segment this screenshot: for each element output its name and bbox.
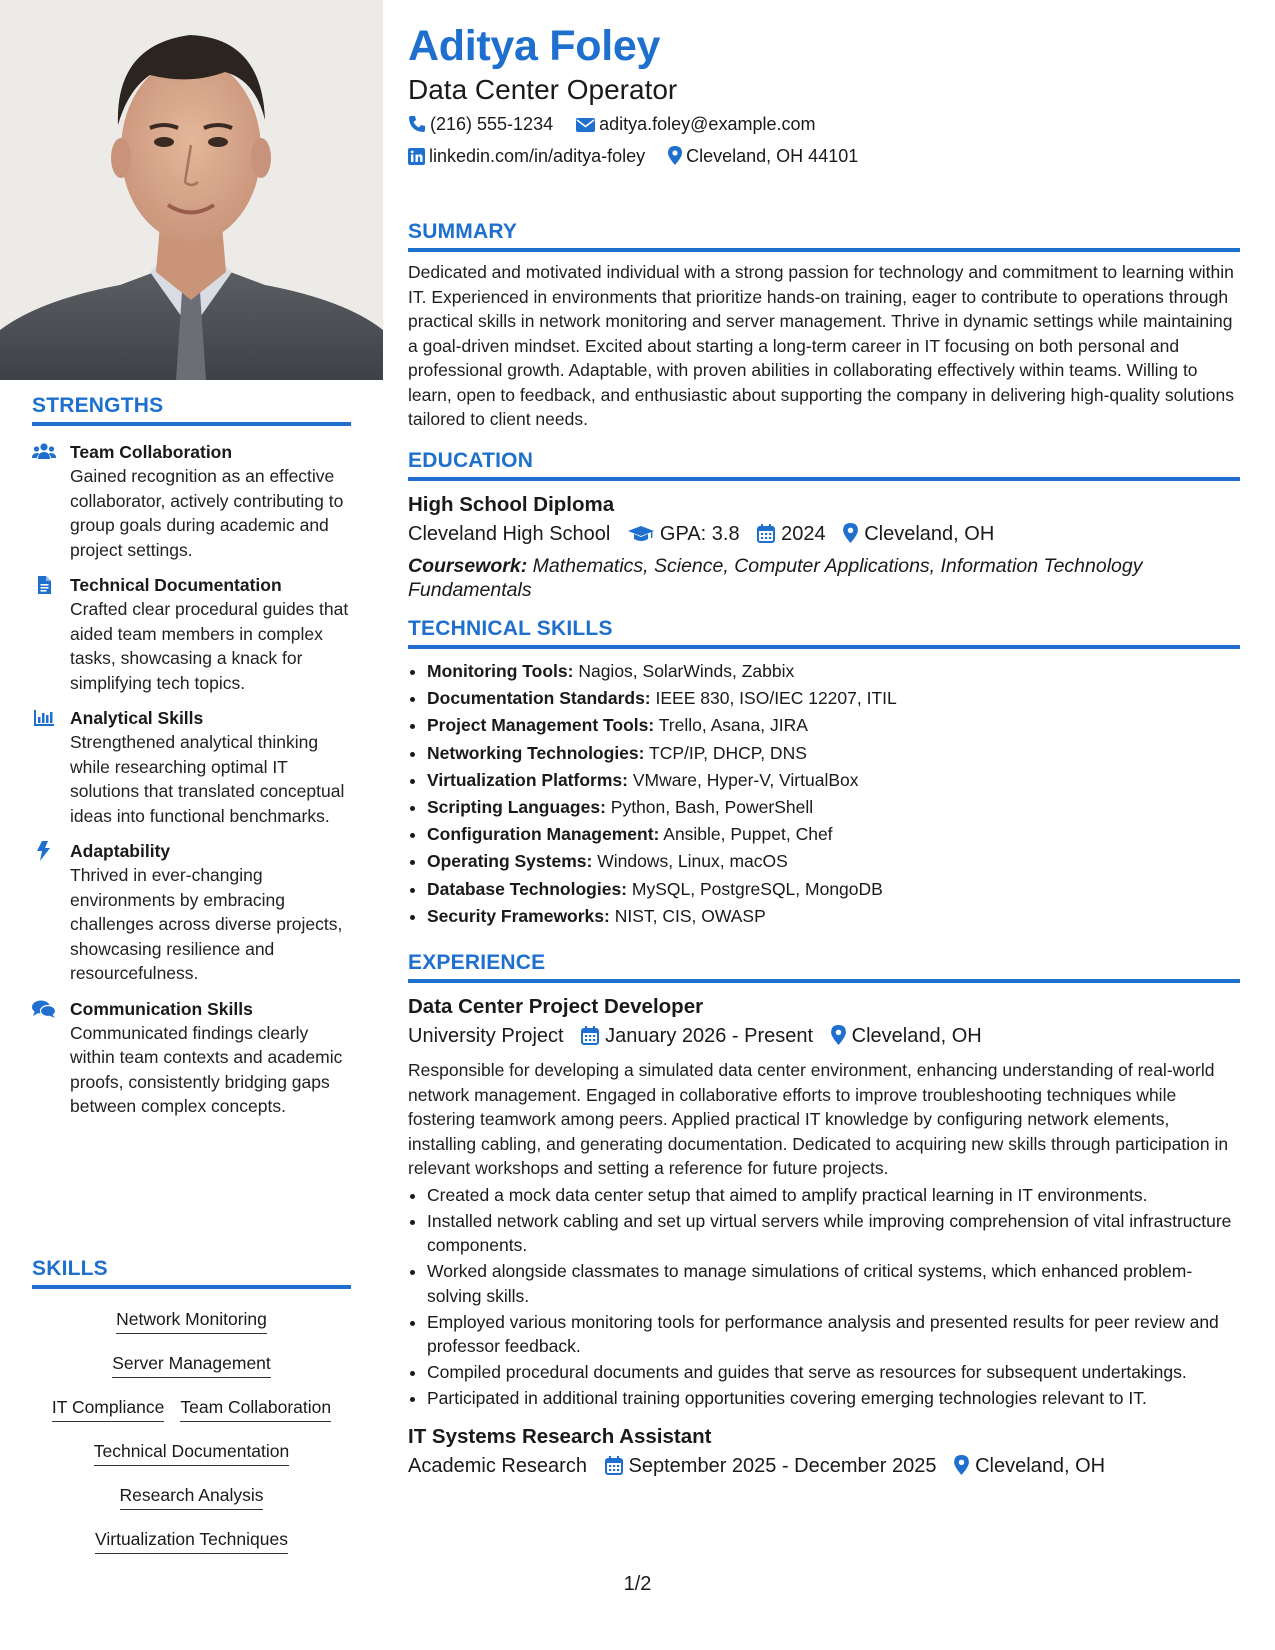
- job-bullet: • Employed various monitoring tools for performance analysis and presented results for peer review and professor feedback.: [427, 1310, 1240, 1359]
- skill-chip: Technical Documentation: [94, 1439, 290, 1466]
- strength-title: Adaptability: [70, 841, 171, 861]
- job-bullet: • Installed network cabling and set up virtual servers while improving comprehension of vital infrastructure components.: [427, 1209, 1240, 1258]
- job-location: Cleveland, OH: [851, 1025, 982, 1047]
- contact-row: [408, 146, 876, 167]
- skill-chip: Server Management: [112, 1351, 271, 1378]
- skill-chip: IT Compliance: [52, 1395, 165, 1422]
- page-number: 1/2: [623, 1573, 652, 1595]
- tech-skill-value: Trello, Asana, JIRA: [658, 715, 808, 736]
- tech-skill-label: Networking Technologies:: [427, 742, 645, 763]
- summary-title: SUMMARY: [408, 220, 1240, 252]
- tech-skill-value: MySQL, PostgreSQL, MongoDB: [631, 878, 883, 899]
- map-pin-icon: [831, 1025, 846, 1045]
- tech-skill-item: [427, 903, 1240, 930]
- skill-chip: Research Analysis: [120, 1483, 264, 1510]
- bolt-icon: [32, 841, 56, 861]
- graduation-cap-icon: [628, 525, 654, 543]
- job-entry: [408, 995, 1240, 1411]
- strength-item: [32, 839, 351, 986]
- coursework-label: Coursework:: [408, 555, 528, 577]
- envelope-icon: [576, 117, 595, 133]
- phone-contact: [408, 114, 553, 135]
- tech-skill-value: Ansible, Puppet, Chef: [663, 824, 833, 845]
- bar-chart-icon: [32, 708, 56, 728]
- strength-title: Analytical Skills: [70, 708, 204, 728]
- skills-title: SKILLS: [32, 1257, 351, 1289]
- coursework-text: Mathematics, Science, Computer Applications, Information Technology Fundamentals: [408, 555, 1143, 601]
- summary-text: Dedicated and motivated individual with a strong passion for technology and commitment to learning within IT. Experienced in environments that prioritize hands-on training, eager to contribute to operations through practical skills in network monitoring and server management. Thrive in dynamic settings while maintaining a goal-driven mindset. Excited about starting a long-term career in IT focusing on both personal and professional growth. Adaptable, with proven abilities in collaborating effectively within teams. Willing to learn, open to feedback, and enthusiastic about supporting the company in delivering high-quality solutions tailored to client needs.: [408, 262, 1234, 429]
- technical-skills-title: TECHNICAL SKILLS: [408, 617, 1240, 649]
- strength-description: Strengthened analytical thinking while researching optimal IT solutions that translated conceptual ideas into functional benchmarks.: [70, 732, 345, 826]
- tech-skill-item: [427, 767, 1240, 794]
- strength-description: Communicated findings clearly within team contexts and academic proofs, consistently bridging gaps between complex concepts.: [70, 1022, 343, 1116]
- strength-title: Technical Documentation: [70, 575, 282, 595]
- job-bullet: • Compiled procedural documents and guides that serve as resources for subsequent undertakings.: [427, 1360, 1240, 1385]
- calendar-icon: [605, 1456, 623, 1475]
- tech-skill-value: NIST, CIS, OWASP: [614, 905, 766, 926]
- job-meta: [408, 1025, 1240, 1048]
- calendar-icon: [757, 524, 775, 543]
- tech-skill-item: [427, 876, 1240, 903]
- tech-skill-value: TCP/IP, DHCP, DNS: [649, 742, 807, 763]
- tech-skill-label: Project Management Tools:: [427, 715, 655, 736]
- sidebar: [0, 0, 383, 1650]
- technical-skills-list: [408, 658, 1240, 930]
- location-text: Cleveland, OH 44101: [686, 146, 859, 166]
- tech-skill-item: [427, 685, 1240, 712]
- map-pin-icon: [668, 146, 682, 165]
- phone-icon: [408, 115, 426, 133]
- job-role: IT Systems Research Assistant: [408, 1424, 712, 1448]
- tech-skill-item: [427, 794, 1240, 821]
- email-text[interactable]: aditya.foley@example.com: [599, 114, 816, 134]
- job-org: University Project: [408, 1025, 564, 1047]
- tech-skill-value: Python, Bash, PowerShell: [610, 797, 814, 818]
- calendar-icon: [581, 1026, 599, 1045]
- profile-photo: [0, 0, 383, 380]
- map-pin-icon: [843, 523, 858, 543]
- tech-skill-value: Windows, Linux, macOS: [597, 851, 788, 872]
- skills-section: [32, 1257, 351, 1571]
- year-text: 2024: [781, 523, 826, 545]
- experience-section: [408, 951, 1240, 1478]
- summary-section: [408, 220, 1240, 432]
- tech-skill-item: [427, 848, 1240, 875]
- education-location-text: Cleveland, OH: [864, 523, 995, 545]
- education-section: [408, 449, 1240, 602]
- tech-skill-label: Virtualization Platforms:: [427, 769, 628, 790]
- email-contact[interactable]: [576, 114, 815, 135]
- document-icon: [32, 575, 56, 595]
- location-contact: [668, 146, 858, 167]
- strength-item: [32, 440, 351, 562]
- strength-title: Team Collaboration: [70, 442, 233, 462]
- degree-title: High School Diploma: [408, 493, 615, 516]
- job-bullet: • Worked alongside classmates to manage simulations of critical systems, which enhanced problem-solving skills.: [427, 1259, 1240, 1308]
- comments-icon: [32, 999, 56, 1019]
- job-meta: [408, 1455, 1240, 1478]
- tech-skill-value: Nagios, SolarWinds, Zabbix: [578, 661, 795, 681]
- candidate-name: Aditya Foley: [408, 22, 661, 70]
- gpa-text: GPA: 3.8: [659, 523, 740, 545]
- education-location-item: [843, 523, 994, 546]
- tech-skill-label: Monitoring Tools:: [427, 661, 574, 681]
- job-location: Cleveland, OH: [975, 1454, 1106, 1477]
- strengths-section: [32, 394, 351, 1119]
- job-summary: Responsible for developing a simulated data center environment, enhancing understanding of real-world network management. Engaged in collaborative efforts to improve troubleshooting techniques while fostering teamwork among peers. Applied practical IT knowledge by configuring network elements, installing cabling, and generating documentation. Dedicated to acquiring new skills through participation in relevant workshops and setting a reference for future projects.: [408, 1060, 1229, 1178]
- tech-skill-label: Documentation Standards:: [427, 688, 651, 709]
- skills-list: [32, 1307, 351, 1554]
- linkedin-contact[interactable]: [408, 146, 645, 167]
- coursework: [408, 554, 1240, 602]
- strength-item: [32, 706, 351, 828]
- job-entry: [408, 1425, 1240, 1478]
- tech-skill-item: [427, 740, 1240, 767]
- phone-text: (216) 555-1234: [430, 114, 554, 134]
- skill-chip: Virtualization Techniques: [95, 1527, 288, 1554]
- education-title: EDUCATION: [408, 449, 1240, 481]
- strength-description: Crafted clear procedural guides that aided team members in complex tasks, showcasing a knack for simplifying tech topics.: [70, 599, 349, 693]
- strength-description: Thrived in ever-changing environments by embracing challenges across diverse projects, showcasing resilience and resourcefulness.: [70, 865, 343, 983]
- tech-skill-label: Configuration Management:: [427, 824, 660, 845]
- job-title: Data Center Operator: [408, 74, 678, 105]
- job-location-item: [954, 1455, 1105, 1478]
- job-bullet: • Created a mock data center setup that aimed to amplify practical learning in IT environments.: [427, 1183, 1240, 1208]
- technical-skills-section: [408, 617, 1240, 930]
- job-bullet: • Participated in additional training opportunities covering emerging technologies relevant to IT.: [427, 1386, 1240, 1411]
- strengths-title: STRENGTHS: [32, 394, 351, 426]
- job-location-item: [831, 1025, 982, 1048]
- job-dates: September 2025 - December 2025: [628, 1454, 937, 1477]
- job-dates-item: [605, 1455, 937, 1478]
- tech-skill-item: [427, 712, 1240, 739]
- job-role: Data Center Project Developer: [408, 995, 704, 1018]
- linkedin-icon: [408, 148, 425, 165]
- tech-skill-label: Database Technologies:: [427, 878, 628, 899]
- map-pin-icon: [954, 1455, 969, 1475]
- strength-description: Gained recognition as an effective collaborator, actively contributing to group goals during academic and project settings.: [70, 466, 344, 560]
- job-dates: January 2026 - Present: [605, 1025, 814, 1047]
- skill-chip: Team Collaboration: [180, 1395, 331, 1422]
- skill-chip: Network Monitoring: [116, 1307, 267, 1334]
- experience-title: EXPERIENCE: [408, 951, 1240, 983]
- tech-skill-label: Security Frameworks:: [427, 905, 610, 926]
- school-name: Cleveland High School: [408, 523, 611, 545]
- gpa-item: [628, 523, 740, 546]
- job-dates-item: [581, 1025, 813, 1048]
- strength-item: [32, 997, 351, 1119]
- strength-title: Communication Skills: [70, 998, 253, 1019]
- strength-item: [32, 573, 351, 695]
- contact-row: [408, 114, 833, 135]
- job-bullets: [408, 1183, 1240, 1411]
- tech-skill-item: [427, 658, 1240, 685]
- year-item: [757, 523, 826, 546]
- tech-skill-value: IEEE 830, ISO/IEC 12207, ITIL: [655, 688, 897, 709]
- linkedin-text[interactable]: linkedin.com/in/aditya-foley: [429, 146, 646, 166]
- tech-skill-value: VMware, Hyper-V, VirtualBox: [632, 769, 859, 790]
- education-meta: [408, 523, 1240, 546]
- tech-skill-label: Operating Systems:: [427, 851, 593, 872]
- tech-skill-label: Scripting Languages:: [427, 797, 606, 818]
- tech-skill-item: [427, 821, 1240, 848]
- job-org: Academic Research: [408, 1454, 587, 1477]
- users-icon: [32, 442, 56, 462]
- profile-photo-illustration: [0, 0, 383, 380]
